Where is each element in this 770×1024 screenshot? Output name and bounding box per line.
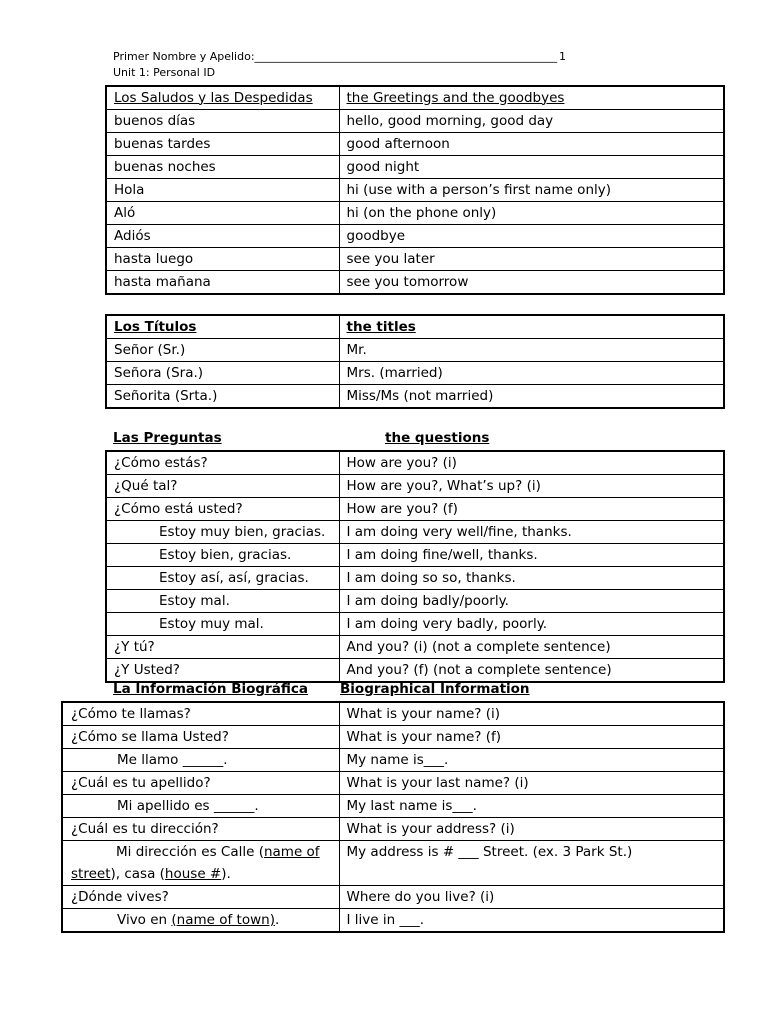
- titles-heading-en: the titles: [339, 315, 724, 339]
- spanish-cell: buenas noches: [106, 156, 339, 179]
- table-row: [106, 567, 724, 590]
- table-row: [106, 225, 724, 248]
- table-row: [62, 726, 724, 749]
- town-text-start: Vivo en: [117, 911, 172, 928]
- spanish-cell: Estoy muy bien, gracias.: [106, 521, 339, 544]
- english-cell: My name is___.: [339, 749, 724, 772]
- table-row: [106, 385, 724, 409]
- spanish-cell: ¿Cómo estás?: [106, 451, 339, 475]
- table-row: [62, 886, 724, 909]
- english-cell: And you? (i) (not a complete sentence): [339, 636, 724, 659]
- english-cell: What is your address? (i): [339, 818, 724, 841]
- english-cell: Mrs. (married): [339, 362, 724, 385]
- english-cell: good afternoon: [339, 133, 724, 156]
- english-cell: hello, good morning, good day: [339, 110, 724, 133]
- spanish-cell: [62, 841, 339, 886]
- name-line-text: Primer Nombre y Apelido:_______________________________________________________: [113, 50, 558, 63]
- spanish-cell: Estoy así, así, gracias.: [106, 567, 339, 590]
- english-cell: good night: [339, 156, 724, 179]
- spanish-cell: ¿Cómo está usted?: [106, 498, 339, 521]
- spanish-cell: hasta mañana: [106, 271, 339, 295]
- spanish-cell: Me llamo ______.: [62, 749, 339, 772]
- bio-heading-es: La Información Biográfica: [113, 681, 308, 697]
- name-line: [113, 50, 566, 63]
- address-street-blank-cont: street: [71, 866, 111, 882]
- spanish-cell: Estoy mal.: [106, 590, 339, 613]
- english-cell: see you later: [339, 248, 724, 271]
- table-row: [106, 110, 724, 133]
- english-cell: I am doing very badly, poorly.: [339, 613, 724, 636]
- bio-heading-en: Biographical Information: [340, 681, 530, 697]
- spanish-cell: Señorita (Srta.): [106, 385, 339, 409]
- table-row: [62, 772, 724, 795]
- table-row: [106, 544, 724, 567]
- address-text-mid: ), casa (: [110, 866, 165, 882]
- table-row: [106, 156, 724, 179]
- english-cell: see you tomorrow: [339, 271, 724, 295]
- unit-label: Unit 1: Personal ID: [113, 66, 216, 79]
- table-header-row: [106, 315, 724, 339]
- spanish-cell: Hola: [106, 179, 339, 202]
- spanish-cell: Señora (Sra.): [106, 362, 339, 385]
- english-cell: goodbye: [339, 225, 724, 248]
- spanish-cell: Estoy muy mal.: [106, 613, 339, 636]
- table-row: [106, 475, 724, 498]
- english-cell: What is your name? (f): [339, 726, 724, 749]
- spanish-cell: ¿Qué tal?: [106, 475, 339, 498]
- spanish-cell: Aló: [106, 202, 339, 225]
- table-row: [106, 179, 724, 202]
- table-row: [62, 702, 724, 726]
- table-row: [62, 795, 724, 818]
- table-header-row: [106, 86, 724, 110]
- table-row: [62, 909, 724, 933]
- questions-heading-es: Las Preguntas: [113, 430, 222, 446]
- english-cell: Miss/Ms (not married): [339, 385, 724, 409]
- table-row: [106, 498, 724, 521]
- english-cell: How are you? (i): [339, 451, 724, 475]
- english-cell: I am doing very well/fine, thanks.: [339, 521, 724, 544]
- address-text-end: ).: [221, 866, 231, 882]
- spanish-cell: ¿Y Usted?: [106, 659, 339, 683]
- spanish-cell: [62, 909, 339, 933]
- english-cell: I am doing fine/well, thanks.: [339, 544, 724, 567]
- table-row: [106, 248, 724, 271]
- table-row: [106, 271, 724, 295]
- table-row: [106, 202, 724, 225]
- titles-table: [105, 314, 725, 409]
- spanish-cell: ¿Cómo te llamas?: [62, 702, 339, 726]
- greetings-heading-es: Los Saludos y las Despedidas: [106, 86, 339, 110]
- spanish-cell: ¿Cómo se llama Usted?: [62, 726, 339, 749]
- table-row: [106, 362, 724, 385]
- spanish-cell: ¿Y tú?: [106, 636, 339, 659]
- spanish-cell: ¿Cuál es tu dirección?: [62, 818, 339, 841]
- greetings-table: [105, 85, 725, 295]
- english-cell: hi (use with a person’s first name only): [339, 179, 724, 202]
- table-row: [106, 636, 724, 659]
- english-cell: How are you? (f): [339, 498, 724, 521]
- table-row: [106, 339, 724, 362]
- spanish-cell: ¿Dónde vives?: [62, 886, 339, 909]
- english-cell: hi (on the phone only): [339, 202, 724, 225]
- spanish-cell: ¿Cuál es tu apellido?: [62, 772, 339, 795]
- english-cell: My address is # ___ Street. (ex. 3 Park St.): [339, 841, 724, 886]
- questions-heading-en: the questions: [385, 430, 490, 446]
- english-cell: What is your name? (i): [339, 702, 724, 726]
- spanish-cell: buenos días: [106, 110, 339, 133]
- spanish-cell: buenas tardes: [106, 133, 339, 156]
- table-row: [106, 659, 724, 683]
- english-cell: I am doing badly/poorly.: [339, 590, 724, 613]
- table-row: [62, 818, 724, 841]
- english-cell: Where do you live? (i): [339, 886, 724, 909]
- questions-table: [105, 450, 725, 683]
- spanish-cell: Señor (Sr.): [106, 339, 339, 362]
- address-street-blank: name of: [263, 844, 320, 860]
- english-cell: I live in ___.: [339, 909, 724, 933]
- spanish-cell: Estoy bien, gracias.: [106, 544, 339, 567]
- address-house-blank: house #: [164, 866, 222, 882]
- table-row: [106, 521, 724, 544]
- english-cell: And you? (f) (not a complete sentence): [339, 659, 724, 683]
- english-cell: Mr.: [339, 339, 724, 362]
- table-row: [62, 749, 724, 772]
- spanish-cell: hasta luego: [106, 248, 339, 271]
- town-blank: (name of town): [171, 911, 275, 928]
- spanish-cell: Adiós: [106, 225, 339, 248]
- english-cell: What is your last name? (i): [339, 772, 724, 795]
- english-cell: I am doing so so, thanks.: [339, 567, 724, 590]
- greetings-heading-en: the Greetings and the goodbyes: [339, 86, 724, 110]
- table-row: [106, 133, 724, 156]
- table-row: [62, 841, 724, 886]
- spanish-cell: Mi apellido es ______.: [62, 795, 339, 818]
- address-text-start: Mi dirección es Calle (: [116, 844, 264, 860]
- english-cell: My last name is___.: [339, 795, 724, 818]
- bio-table: [61, 701, 725, 933]
- titles-heading-es: Los Títulos: [106, 315, 339, 339]
- english-cell: How are you?, What’s up? (i): [339, 475, 724, 498]
- town-text-end: .: [274, 911, 280, 928]
- table-row: [106, 451, 724, 475]
- table-row: [106, 613, 724, 636]
- page-number: 1: [559, 50, 567, 63]
- table-row: [106, 590, 724, 613]
